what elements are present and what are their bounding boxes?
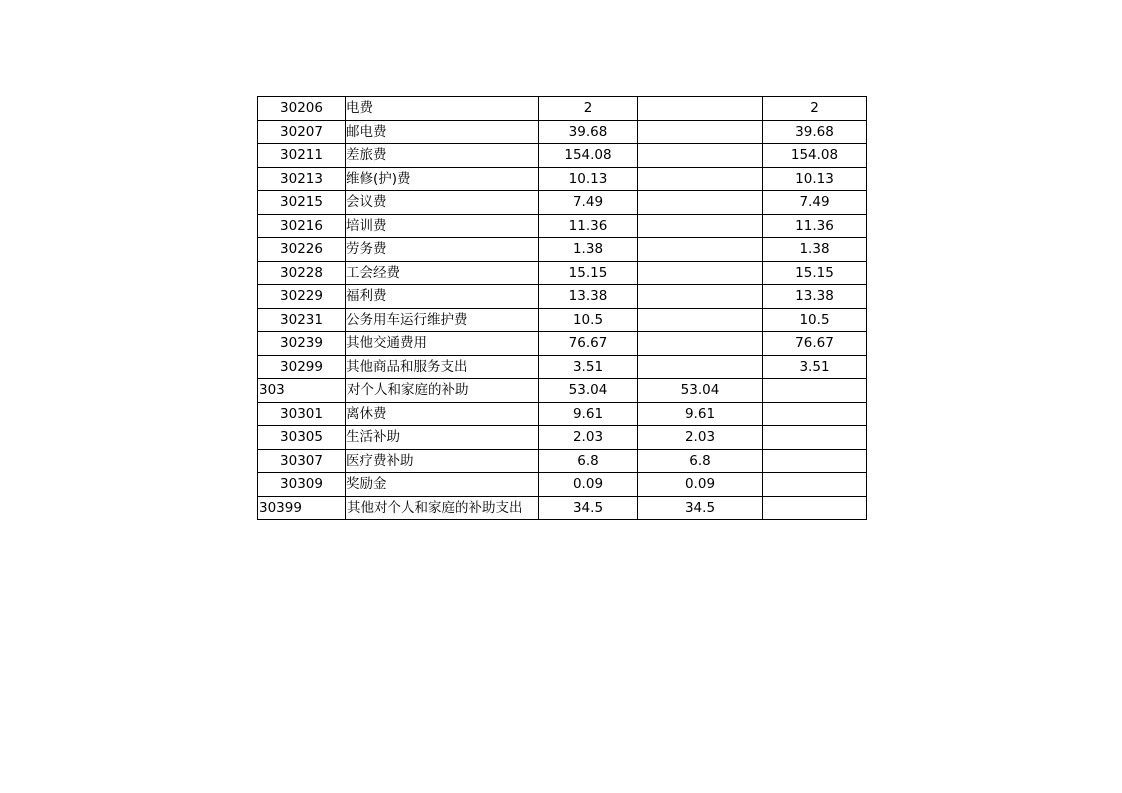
account-name-cell: 对个人和家庭的补助 [346, 379, 539, 403]
account-code-cell: 30299 [258, 355, 346, 379]
total-amount-cell: 7.49 [539, 191, 638, 215]
basic-amount-cell: 9.61 [638, 402, 763, 426]
account-code-cell: 30307 [258, 449, 346, 473]
basic-amount-cell [638, 238, 763, 262]
account-code-cell: 30215 [258, 191, 346, 215]
account-code-cell: 30216 [258, 214, 346, 238]
table-row [258, 97, 867, 121]
table-row [258, 496, 867, 520]
project-amount-cell: 76.67 [763, 332, 867, 356]
project-amount-cell: 39.68 [763, 120, 867, 144]
account-name-cell: 医疗费补助 [346, 449, 539, 473]
account-code-cell: 30239 [258, 332, 346, 356]
total-amount-cell: 15.15 [539, 261, 638, 285]
account-code-cell: 30211 [258, 144, 346, 168]
expenditure-table [257, 96, 867, 520]
table-row [258, 402, 867, 426]
total-amount-cell: 34.5 [539, 496, 638, 520]
project-amount-cell [763, 473, 867, 497]
account-name-cell: 其他对个人和家庭的补助支出 [346, 496, 539, 520]
basic-amount-cell [638, 261, 763, 285]
total-amount-cell: 11.36 [539, 214, 638, 238]
project-amount-cell: 13.38 [763, 285, 867, 309]
account-name-cell: 离休费 [346, 402, 539, 426]
table-row [258, 261, 867, 285]
table-row [258, 308, 867, 332]
table-row [258, 167, 867, 191]
basic-amount-cell [638, 214, 763, 238]
total-amount-cell: 1.38 [539, 238, 638, 262]
project-amount-cell [763, 402, 867, 426]
total-amount-cell: 13.38 [539, 285, 638, 309]
project-amount-cell: 154.08 [763, 144, 867, 168]
account-code-cell: 30206 [258, 97, 346, 121]
total-amount-cell: 76.67 [539, 332, 638, 356]
account-name-cell: 电费 [346, 97, 539, 121]
total-amount-cell: 10.5 [539, 308, 638, 332]
account-name-cell: 其他交通费用 [346, 332, 539, 356]
project-amount-cell: 15.15 [763, 261, 867, 285]
account-name-cell: 邮电费 [346, 120, 539, 144]
project-amount-cell: 1.38 [763, 238, 867, 262]
account-name-cell: 差旅费 [346, 144, 539, 168]
expenditure-table-body [258, 97, 867, 520]
account-code-cell: 30305 [258, 426, 346, 450]
account-code-cell: 30207 [258, 120, 346, 144]
basic-amount-cell [638, 332, 763, 356]
total-amount-cell: 6.8 [539, 449, 638, 473]
total-amount-cell: 39.68 [539, 120, 638, 144]
total-amount-cell: 53.04 [539, 379, 638, 403]
table-row [258, 379, 867, 403]
table-row [258, 449, 867, 473]
account-name-cell: 维修(护)费 [346, 167, 539, 191]
account-code-cell: 30399 [258, 496, 346, 520]
account-name-cell: 其他商品和服务支出 [346, 355, 539, 379]
total-amount-cell: 0.09 [539, 473, 638, 497]
account-code-cell: 30301 [258, 402, 346, 426]
basic-amount-cell: 2.03 [638, 426, 763, 450]
account-code-cell: 30229 [258, 285, 346, 309]
account-code-cell: 30228 [258, 261, 346, 285]
table-row [258, 285, 867, 309]
account-name-cell: 劳务费 [346, 238, 539, 262]
project-amount-cell [763, 379, 867, 403]
table-row [258, 120, 867, 144]
project-amount-cell: 3.51 [763, 355, 867, 379]
basic-amount-cell [638, 120, 763, 144]
table-row [258, 238, 867, 262]
account-code-cell: 30231 [258, 308, 346, 332]
project-amount-cell: 7.49 [763, 191, 867, 215]
project-amount-cell: 2 [763, 97, 867, 121]
account-name-cell: 培训费 [346, 214, 539, 238]
account-code-cell: 30213 [258, 167, 346, 191]
basic-amount-cell [638, 308, 763, 332]
account-code-cell: 30309 [258, 473, 346, 497]
account-name-cell: 奖励金 [346, 473, 539, 497]
basic-amount-cell [638, 355, 763, 379]
project-amount-cell: 10.5 [763, 308, 867, 332]
basic-amount-cell [638, 97, 763, 121]
account-name-cell: 工会经费 [346, 261, 539, 285]
basic-amount-cell: 53.04 [638, 379, 763, 403]
account-name-cell: 会议费 [346, 191, 539, 215]
project-amount-cell [763, 426, 867, 450]
table-row [258, 144, 867, 168]
total-amount-cell: 10.13 [539, 167, 638, 191]
project-amount-cell [763, 496, 867, 520]
basic-amount-cell: 34.5 [638, 496, 763, 520]
budget-sheet [257, 96, 867, 520]
total-amount-cell: 9.61 [539, 402, 638, 426]
table-row [258, 473, 867, 497]
basic-amount-cell [638, 285, 763, 309]
table-row [258, 426, 867, 450]
account-code-cell: 303 [258, 379, 346, 403]
total-amount-cell: 2.03 [539, 426, 638, 450]
total-amount-cell: 154.08 [539, 144, 638, 168]
account-name-cell: 福利费 [346, 285, 539, 309]
total-amount-cell: 3.51 [539, 355, 638, 379]
basic-amount-cell [638, 167, 763, 191]
basic-amount-cell [638, 191, 763, 215]
table-row [258, 332, 867, 356]
basic-amount-cell: 6.8 [638, 449, 763, 473]
table-row [258, 191, 867, 215]
project-amount-cell: 10.13 [763, 167, 867, 191]
basic-amount-cell: 0.09 [638, 473, 763, 497]
table-row [258, 214, 867, 238]
project-amount-cell: 11.36 [763, 214, 867, 238]
table-row [258, 355, 867, 379]
basic-amount-cell [638, 144, 763, 168]
account-code-cell: 30226 [258, 238, 346, 262]
total-amount-cell: 2 [539, 97, 638, 121]
project-amount-cell [763, 449, 867, 473]
account-name-cell: 公务用车运行维护费 [346, 308, 539, 332]
account-name-cell: 生活补助 [346, 426, 539, 450]
